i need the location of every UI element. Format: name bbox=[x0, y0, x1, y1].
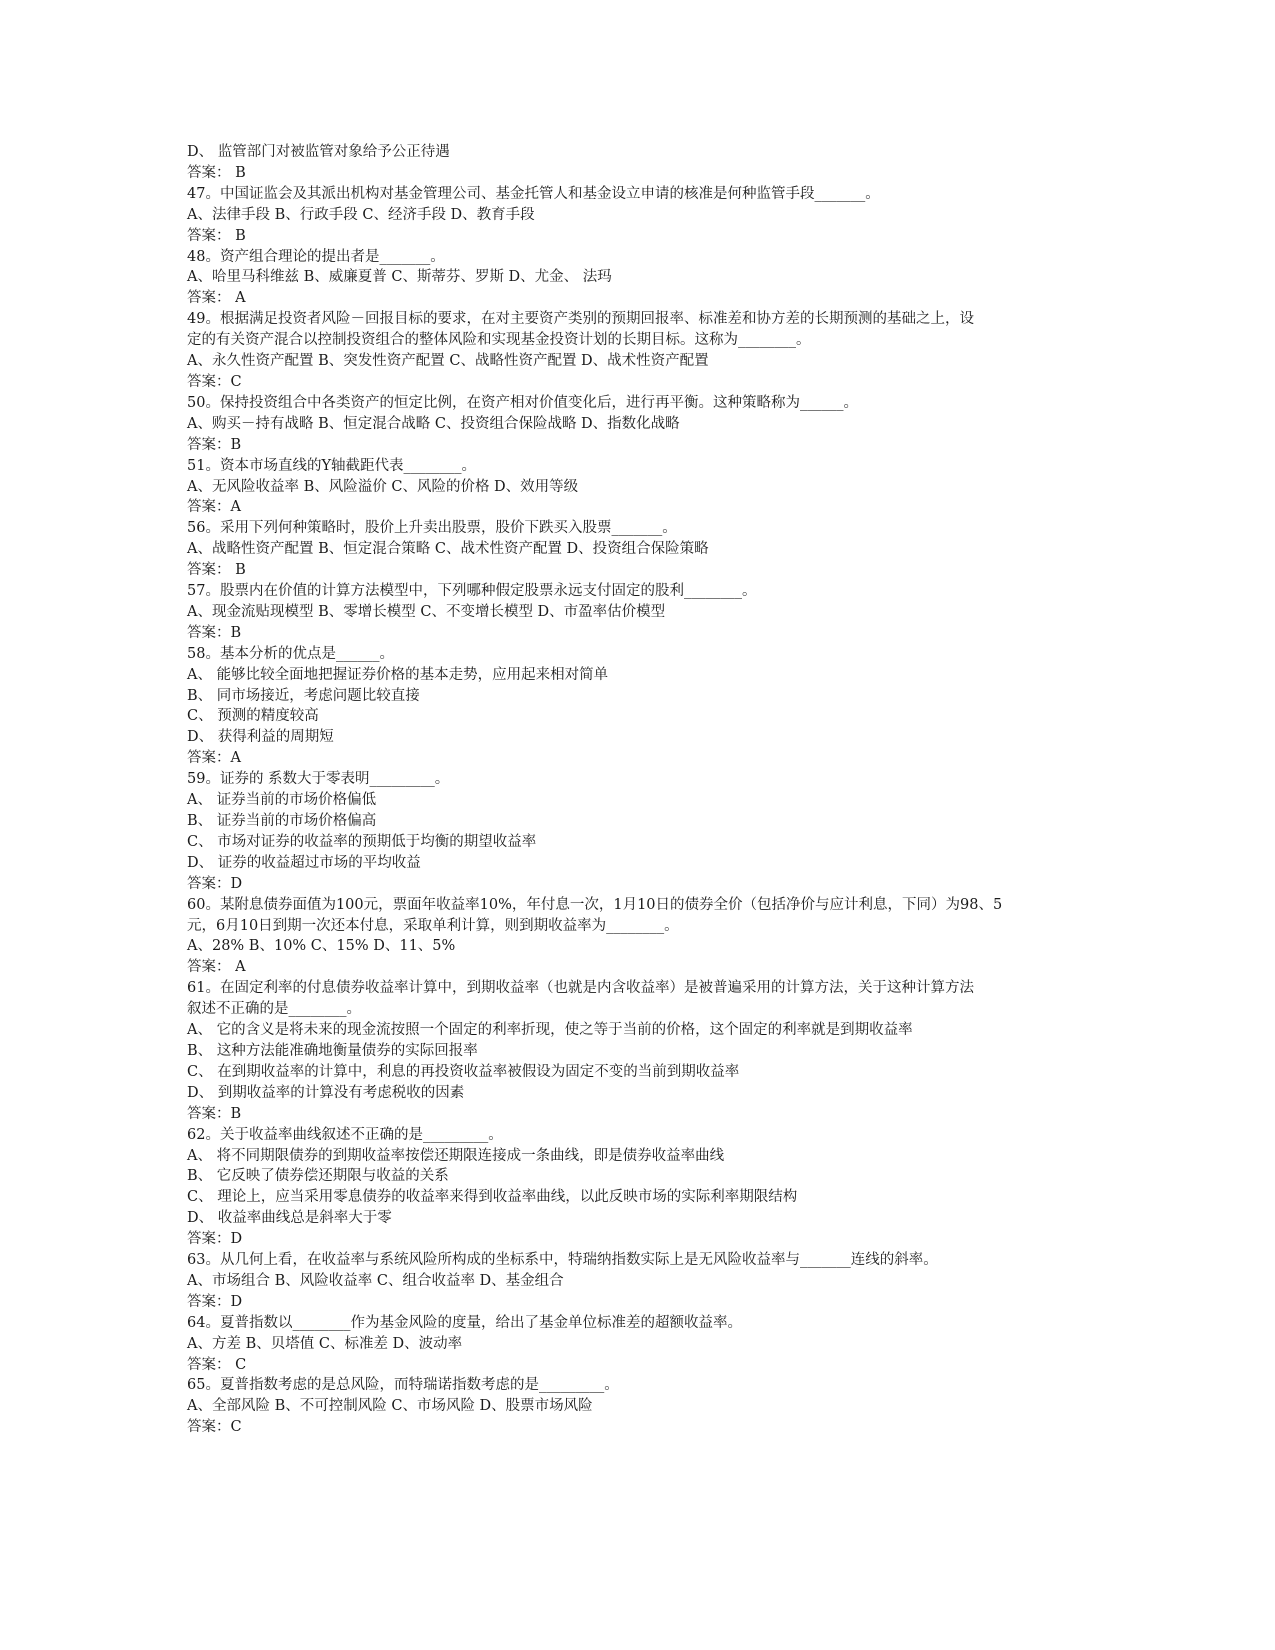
text-line: 58。基本分析的优点是______。 bbox=[187, 645, 394, 662]
text-line: D、 收益率曲线总是斜率大于零 bbox=[187, 1210, 392, 1227]
text-line: 答案： A bbox=[187, 290, 246, 307]
text-line: C、 理论上，应当采用零息债券的收益率来得到收益率曲线，以此反映市场的实际利率期限结构 bbox=[187, 1189, 798, 1206]
text-line: D、 获得利益的周期短 bbox=[187, 729, 334, 746]
text-line: C、 在到期收益率的计算中，利息的再投资收益率被假设为固定不变的当前到期收益率 bbox=[187, 1063, 740, 1080]
text-line: 48。资产组合理论的提出者是_______。 bbox=[187, 248, 445, 265]
text-line: A、永久性资产配置 B、突发性资产配置 C、战略性资产配置 D、战术性资产配置 bbox=[187, 353, 709, 370]
text-line: A、市场组合 B、风险收益率 C、组合收益率 D、基金组合 bbox=[187, 1272, 564, 1289]
text-line: 60。某附息债券面值为100元，票面年收益率10%，年付息一次，1月10日的债券全价（包括净价与应计利息，下同）为98、5 bbox=[187, 896, 1003, 913]
text-line: 定的有关资产混合以控制投资组合的整体风险和实现基金投资计划的长期目标。这称为________。 bbox=[187, 332, 811, 349]
text-line: 56。采用下列何种策略时，股价上升卖出股票，股价下跌买入股票_______。 bbox=[187, 520, 677, 537]
text-line: C、 市场对证券的收益率的预期低于均衡的期望收益率 bbox=[187, 833, 537, 850]
text-line: 61。在固定利率的付息债券收益率计算中，到期收益率（也就是内含收益率）是被普遍采用的计算方法，关于这种计算方法 bbox=[187, 980, 974, 997]
text-line: 答案： C bbox=[187, 1356, 247, 1373]
text-line: A、战略性资产配置 B、恒定混合策略 C、战术性资产配置 D、投资组合保险策略 bbox=[187, 541, 709, 558]
text-line: A、法律手段 B、行政手段 C、经济手段 D、教育手段 bbox=[187, 206, 535, 223]
text-line: 63。从几何上看，在收益率与系统风险所构成的坐标系中，特瑞纳指数实际上是无风险收益率与_______连线的斜率。 bbox=[187, 1252, 938, 1269]
text-line: A、 证券当前的市场价格偏低 bbox=[187, 792, 377, 809]
document-page bbox=[187, 142, 1087, 1438]
text-line: 答案：D bbox=[187, 875, 243, 892]
text-line: A、全部风险 B、不可控制风险 C、市场风险 D、股票市场风险 bbox=[187, 1398, 593, 1415]
text-line: 答案：B bbox=[187, 436, 242, 453]
text-line: A、 能够比较全面地把握证券价格的基本走势，应用起来相对简单 bbox=[187, 666, 609, 683]
text-line: A、购买－持有战略 B、恒定混合战略 C、投资组合保险战略 D、指数化战略 bbox=[187, 415, 680, 432]
text-line: 答案：C bbox=[187, 373, 242, 390]
text-line: A、方差 B、贝塔值 C、标准差 D、波动率 bbox=[187, 1335, 463, 1352]
text-line: 答案： B bbox=[187, 227, 246, 244]
text-line: 57。股票内在价值的计算方法模型中，下列哪种假定股票永远支付固定的股利________。 bbox=[187, 583, 757, 600]
text-line: 62。关于收益率曲线叙述不正确的是_________。 bbox=[187, 1126, 503, 1143]
text-line: 答案：B bbox=[187, 624, 242, 641]
text-line: 65。夏普指数考虑的是总风险，而特瑞诺指数考虑的是_________。 bbox=[187, 1377, 619, 1394]
text-line: 51。资本市场直线的Y轴截距代表________。 bbox=[187, 457, 477, 474]
text-line: B、 这种方法能准确地衡量债券的实际回报率 bbox=[187, 1042, 478, 1059]
text-line: 64。夏普指数以________作为基金风险的度量，给出了基金单位标准差的超额收益率。 bbox=[187, 1314, 742, 1331]
text-line: 答案： A bbox=[187, 959, 246, 976]
text-line: D、 到期收益率的计算没有考虑税收的因素 bbox=[187, 1084, 465, 1101]
text-line: 答案：C bbox=[187, 1419, 242, 1436]
text-line: 50。保持投资组合中各类资产的恒定比例，在资产相对价值变化后，进行再平衡。这种策略称为______。 bbox=[187, 394, 858, 411]
text-line: 49。根据满足投资者风险－回报目标的要求，在对主要资产类别的预期回报率、标准差和协方差的长期预测的基础之上，设 bbox=[187, 311, 974, 328]
text-line: A、28% B、10% C、15% D、11、5% bbox=[187, 938, 456, 955]
text-line: 47。中国证监会及其派出机构对基金管理公司、基金托管人和基金设立申请的核准是何种监管手段_______。 bbox=[187, 185, 880, 202]
text-line: A、哈里马科维兹 B、威廉夏普 C、斯蒂芬、罗斯 D、尤金、 法玛 bbox=[187, 269, 612, 286]
text-line: 元，6月10日到期一次还本付息，采取单利计算，则到期收益率为________。 bbox=[187, 917, 679, 934]
text-line: B、 同市场接近，考虑问题比较直接 bbox=[187, 687, 420, 704]
text-line: 答案： B bbox=[187, 562, 246, 579]
text-line: A、现金流贴现模型 B、零增长模型 C、不变增长模型 D、市盈率估价模型 bbox=[187, 603, 666, 620]
text-line: A、 它的含义是将未来的现金流按照一个固定的利率折现，使之等于当前的价格，这个固定的利率就是到期收益率 bbox=[187, 1022, 913, 1039]
text-line: 答案： B bbox=[187, 164, 246, 181]
text-line: 叙述不正确的是________。 bbox=[187, 1001, 361, 1018]
text-line: B、 它反映了债券偿还期限与收益的关系 bbox=[187, 1168, 449, 1185]
text-line: B、 证券当前的市场价格偏高 bbox=[187, 813, 377, 829]
text-line: C、 预测的精度较高 bbox=[187, 708, 319, 725]
text-line: 答案：D bbox=[187, 1231, 243, 1248]
text-line: A、 将不同期限债券的到期收益率按偿还期限连接成一条曲线，即是债券收益率曲线 bbox=[187, 1147, 725, 1164]
text-line: 59。证券的 系数大于零表明_________。 bbox=[187, 771, 450, 788]
text-line: 答案：A bbox=[187, 750, 241, 767]
text-line: D、 证券的收益超过市场的平均收益 bbox=[187, 854, 421, 871]
text-line: 答案：B bbox=[187, 1105, 242, 1122]
text-line: A、无风险收益率 B、风险溢价 C、风险的价格 D、效用等级 bbox=[187, 478, 579, 495]
text-line: 答案：A bbox=[187, 499, 241, 516]
text-line: 答案：D bbox=[187, 1293, 243, 1310]
text-line: D、 监管部门对被监管对象给予公正待遇 bbox=[187, 144, 450, 160]
